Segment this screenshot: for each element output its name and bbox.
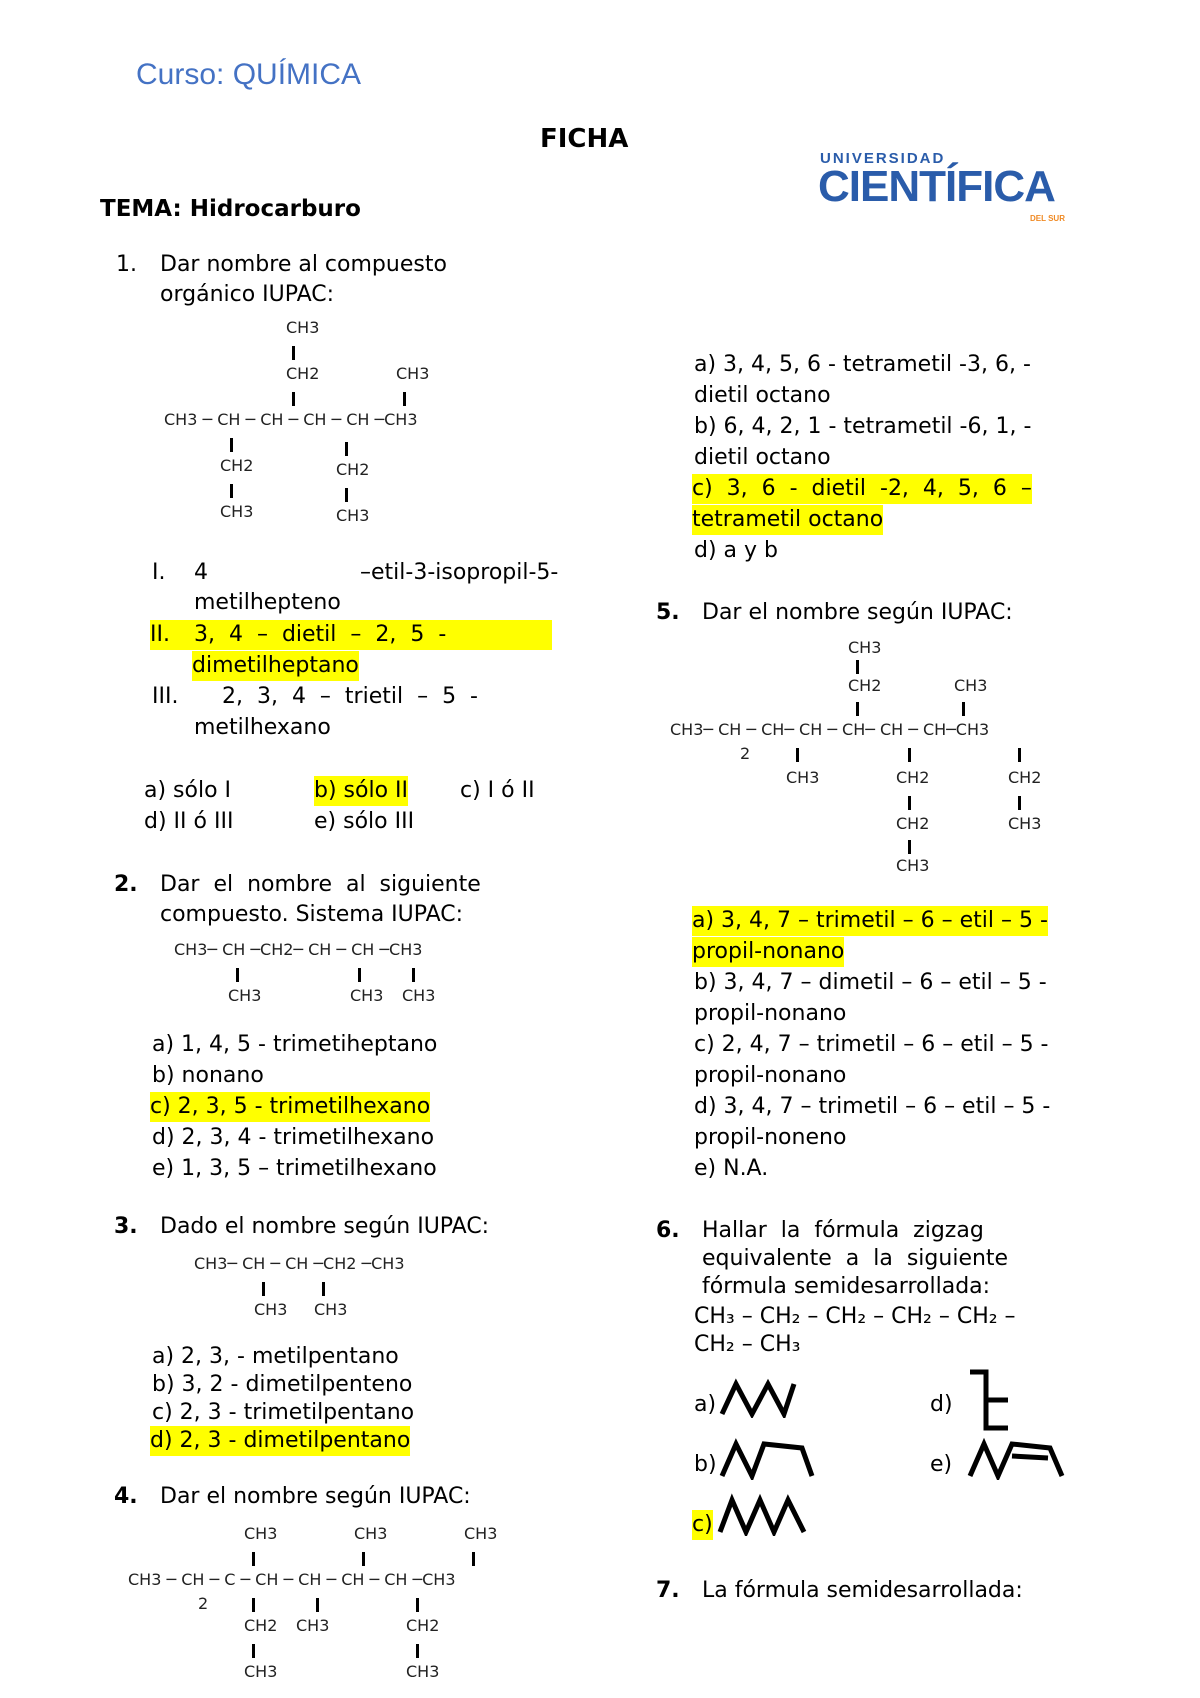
q4-subscript: 2	[198, 1594, 209, 1613]
q5-answer-a-1: a) 3, 4, 7 – trimetil – 6 – etil – 5 -	[692, 906, 1048, 936]
q1-ch3-top: CH3	[286, 318, 320, 337]
q4-answer-d: d) a y b	[694, 538, 778, 563]
q2-ch3: CH3	[402, 986, 436, 1005]
q3-main-chain: CH3─ CH ─ CH ─CH2 ─CH3	[194, 1254, 405, 1273]
q4-text: Dar el nombre según IUPAC:	[160, 1484, 471, 1509]
q1-bond	[345, 488, 348, 502]
q1-answer-b: b) sólo II	[314, 776, 408, 806]
q4-ch3: CH3	[296, 1616, 330, 1635]
q5-number: 5.	[656, 600, 680, 625]
q1-bond	[403, 392, 406, 406]
q1-ch3-low: CH3	[220, 502, 254, 521]
q3-ch3: CH3	[254, 1300, 288, 1319]
q6-number: 6.	[656, 1218, 680, 1243]
q5-answer-d-1: d) 3, 4, 7 – trimetil – 6 – etil – 5 -	[694, 1094, 1051, 1119]
zigzag-e-icon	[966, 1436, 1066, 1480]
q1-opt-i-label: I.	[152, 560, 166, 585]
q3-number: 3.	[114, 1214, 138, 1239]
q6-option-d-label: d)	[930, 1392, 953, 1417]
q4-ch2: CH2	[244, 1616, 278, 1635]
q5-bond	[1018, 796, 1021, 810]
q5-bond	[796, 748, 799, 762]
topic-heading: TEMA: Hidrocarburo	[100, 196, 361, 222]
q4-answer-c-1: c) 3, 6 - dietil -2, 4, 5, 6 –	[692, 474, 1032, 504]
q1-opt-i-text-2: metilhepteno	[194, 590, 341, 615]
q1-ch3-top2: CH3	[396, 364, 430, 383]
q1-opt-iii-text: 2, 3, 4 – trietil – 5 -	[222, 684, 478, 709]
q3-answer-a: a) 2, 3, - metilpentano	[152, 1344, 399, 1369]
q5-ch3: CH3	[896, 856, 930, 875]
q1-opt-i-num: 4	[194, 560, 208, 585]
q1-ch2-low2: CH2	[336, 460, 370, 479]
q4-bond	[316, 1598, 319, 1612]
q4-ch3-low: CH3	[244, 1662, 278, 1681]
q2-main-chain: CH3─ CH ─CH2─ CH ─ CH ─CH3	[174, 940, 423, 959]
q1-ch2-top: CH2	[286, 364, 320, 383]
q6-formula-1: CH₃ – CH₂ – CH₂ – CH₂ – CH₂ –	[694, 1304, 1016, 1329]
q1-answer-e: e) sólo III	[314, 809, 415, 834]
page-title: FICHA	[540, 124, 629, 154]
logo-top-text: UNIVERSIDAD	[820, 150, 946, 167]
q2-bond	[236, 968, 239, 982]
q1-answer-a: a) sólo I	[144, 778, 232, 803]
q5-answer-c-2: propil-nonano	[694, 1063, 847, 1088]
q3-bond	[262, 1282, 265, 1296]
q4-answer-a-2: dietil octano	[694, 383, 831, 408]
q4-bond	[252, 1598, 255, 1612]
q1-opt-ii-label: II.	[150, 622, 170, 647]
q3-ch3: CH3	[314, 1300, 348, 1319]
q2-answer-e: e) 1, 3, 5 – trimetilhexano	[152, 1156, 437, 1181]
q3-answer-b: b) 3, 2 - dimetilpenteno	[152, 1372, 413, 1397]
q1-bond	[292, 346, 295, 360]
q2-text-2: compuesto. Sistema IUPAC:	[160, 902, 464, 927]
q2-answer-c: c) 2, 3, 5 - trimetilhexano	[150, 1092, 430, 1122]
q4-ch3-top: CH3	[354, 1524, 388, 1543]
q5-answer-b-1: b) 3, 4, 7 – dimetil – 6 – etil – 5 -	[694, 970, 1047, 995]
q5-ch2: CH2	[1008, 768, 1042, 787]
q4-ch3-low: CH3	[406, 1662, 440, 1681]
q4-answer-a-1: a) 3, 4, 5, 6 - tetrametil -3, 6, -	[694, 352, 1031, 377]
q2-bond	[358, 968, 361, 982]
q1-opt-ii-text-2: dimetilheptano	[192, 651, 359, 681]
q1-number: 1.	[116, 252, 137, 277]
q6-option-a-label: a)	[694, 1392, 717, 1417]
q6-formula-2: CH₂ – CH₃	[694, 1332, 801, 1357]
q2-answer-b: b) nonano	[152, 1063, 264, 1088]
q2-bond	[412, 968, 415, 982]
q1-opt-iii-text-2: metilhexano	[194, 715, 331, 740]
q1-ch2-low: CH2	[220, 456, 254, 475]
q3-text: Dado el nombre según IUPAC:	[160, 1214, 490, 1239]
q4-bond	[416, 1598, 419, 1612]
q3-answer-d: d) 2, 3 - dimetilpentano	[150, 1426, 410, 1456]
q5-main-chain: CH3─ CH ─ CH─ CH ─ CH─ CH ─ CH─CH3	[670, 720, 990, 739]
q1-answer-d: d) II ó III	[144, 809, 234, 834]
q1-text-1: Dar nombre al compuesto	[160, 252, 447, 277]
course-title: Curso: QUÍMICA	[136, 58, 362, 91]
q4-number: 4.	[114, 1484, 138, 1509]
q6-text-3: fórmula semidesarrollada:	[702, 1274, 991, 1299]
q7-text: La fórmula semidesarrollada:	[702, 1578, 1023, 1603]
q5-ch2-top: CH2	[848, 676, 882, 695]
q4-bond	[252, 1552, 255, 1566]
q1-opt-iii-label: III.	[152, 684, 179, 709]
q1-bond	[230, 484, 233, 498]
logo-main-text: CIENTÍFICA	[818, 162, 1055, 211]
q5-bond	[856, 702, 859, 716]
q4-main-chain: CH3 ─ CH ─ C ─ CH ─ CH ─ CH ─ CH ─CH3	[128, 1570, 456, 1589]
q1-bond	[230, 438, 233, 452]
q5-ch3-top: CH3	[848, 638, 882, 657]
q5-bond	[908, 796, 911, 810]
q4-bond	[362, 1552, 365, 1566]
q5-answer-d-2: propil-noneno	[694, 1125, 847, 1150]
q4-ch3-top: CH3	[464, 1524, 498, 1543]
q5-bond	[1018, 748, 1021, 762]
zigzag-d-icon	[966, 1368, 1016, 1434]
q1-ch3-low2: CH3	[336, 506, 370, 525]
q6-option-b-label: b)	[694, 1452, 717, 1477]
q4-ch2: CH2	[406, 1616, 440, 1635]
q5-answer-b-2: propil-nonano	[694, 1001, 847, 1026]
q5-text: Dar el nombre según IUPAC:	[702, 600, 1013, 625]
q1-bond	[345, 442, 348, 456]
q7-number: 7.	[656, 1578, 680, 1603]
q6-text-1: Hallar la fórmula zigzag	[702, 1218, 984, 1243]
q3-bond	[322, 1282, 325, 1296]
q4-ch3-top: CH3	[244, 1524, 278, 1543]
q4-bond	[416, 1644, 419, 1658]
q5-ch3-top2: CH3	[954, 676, 988, 695]
q4-bond	[252, 1644, 255, 1658]
logo-sub-text: DEL SUR	[1030, 214, 1065, 223]
q3-answer-c: c) 2, 3 - trimetilpentano	[152, 1400, 415, 1425]
q4-answer-b-1: b) 6, 4, 2, 1 - tetrametil -6, 1, -	[694, 414, 1032, 439]
q1-main-chain: CH3 ─ CH ─ CH ─ CH ─ CH ─CH3	[164, 410, 418, 429]
q2-text-1: Dar el nombre al siguiente	[160, 872, 481, 897]
q5-answer-c-1: c) 2, 4, 7 – trimetil – 6 – etil – 5 -	[694, 1032, 1049, 1057]
q2-answer-a: a) 1, 4, 5 - trimetiheptano	[152, 1032, 438, 1057]
q5-bond	[908, 840, 911, 854]
q1-bond	[292, 392, 295, 406]
q5-ch2: CH2	[896, 814, 930, 833]
q5-answer-e: e) N.A.	[694, 1156, 769, 1181]
q2-ch3: CH3	[350, 986, 384, 1005]
q5-bond	[962, 702, 965, 716]
q2-number: 2.	[114, 872, 138, 897]
university-logo	[820, 150, 1090, 230]
q5-bond	[856, 660, 859, 674]
q2-answer-d: d) 2, 3, 4 - trimetilhexano	[152, 1125, 435, 1150]
q1-opt-ii-text: 3, 4 – dietil – 2, 5 -	[194, 622, 447, 647]
q6-text-2: equivalente a la siguiente	[702, 1246, 1009, 1271]
q4-answer-b-2: dietil octano	[694, 445, 831, 470]
q1-answer-c: c) I ó II	[460, 778, 535, 803]
q6-option-c-label: c)	[692, 1510, 713, 1540]
q1-opt-ii	[150, 620, 552, 650]
q4-answer-c-2: tetrametil octano	[692, 505, 883, 535]
q5-bond	[908, 748, 911, 762]
q5-subscript: 2	[740, 744, 751, 763]
q5-ch2: CH2	[896, 768, 930, 787]
zigzag-a-icon	[718, 1378, 798, 1418]
q4-bond	[472, 1552, 475, 1566]
zigzag-c-icon	[716, 1492, 812, 1536]
q5-ch3: CH3	[1008, 814, 1042, 833]
q2-ch3: CH3	[228, 986, 262, 1005]
zigzag-b-icon	[718, 1436, 818, 1480]
q1-text-2: orgánico IUPAC:	[160, 282, 335, 307]
q5-ch3: CH3	[786, 768, 820, 787]
q5-answer-a-2: propil-nonano	[692, 937, 844, 967]
q6-option-e-label: e)	[930, 1452, 953, 1477]
q1-opt-i-text: –etil-3-isopropil-5-	[360, 560, 559, 585]
